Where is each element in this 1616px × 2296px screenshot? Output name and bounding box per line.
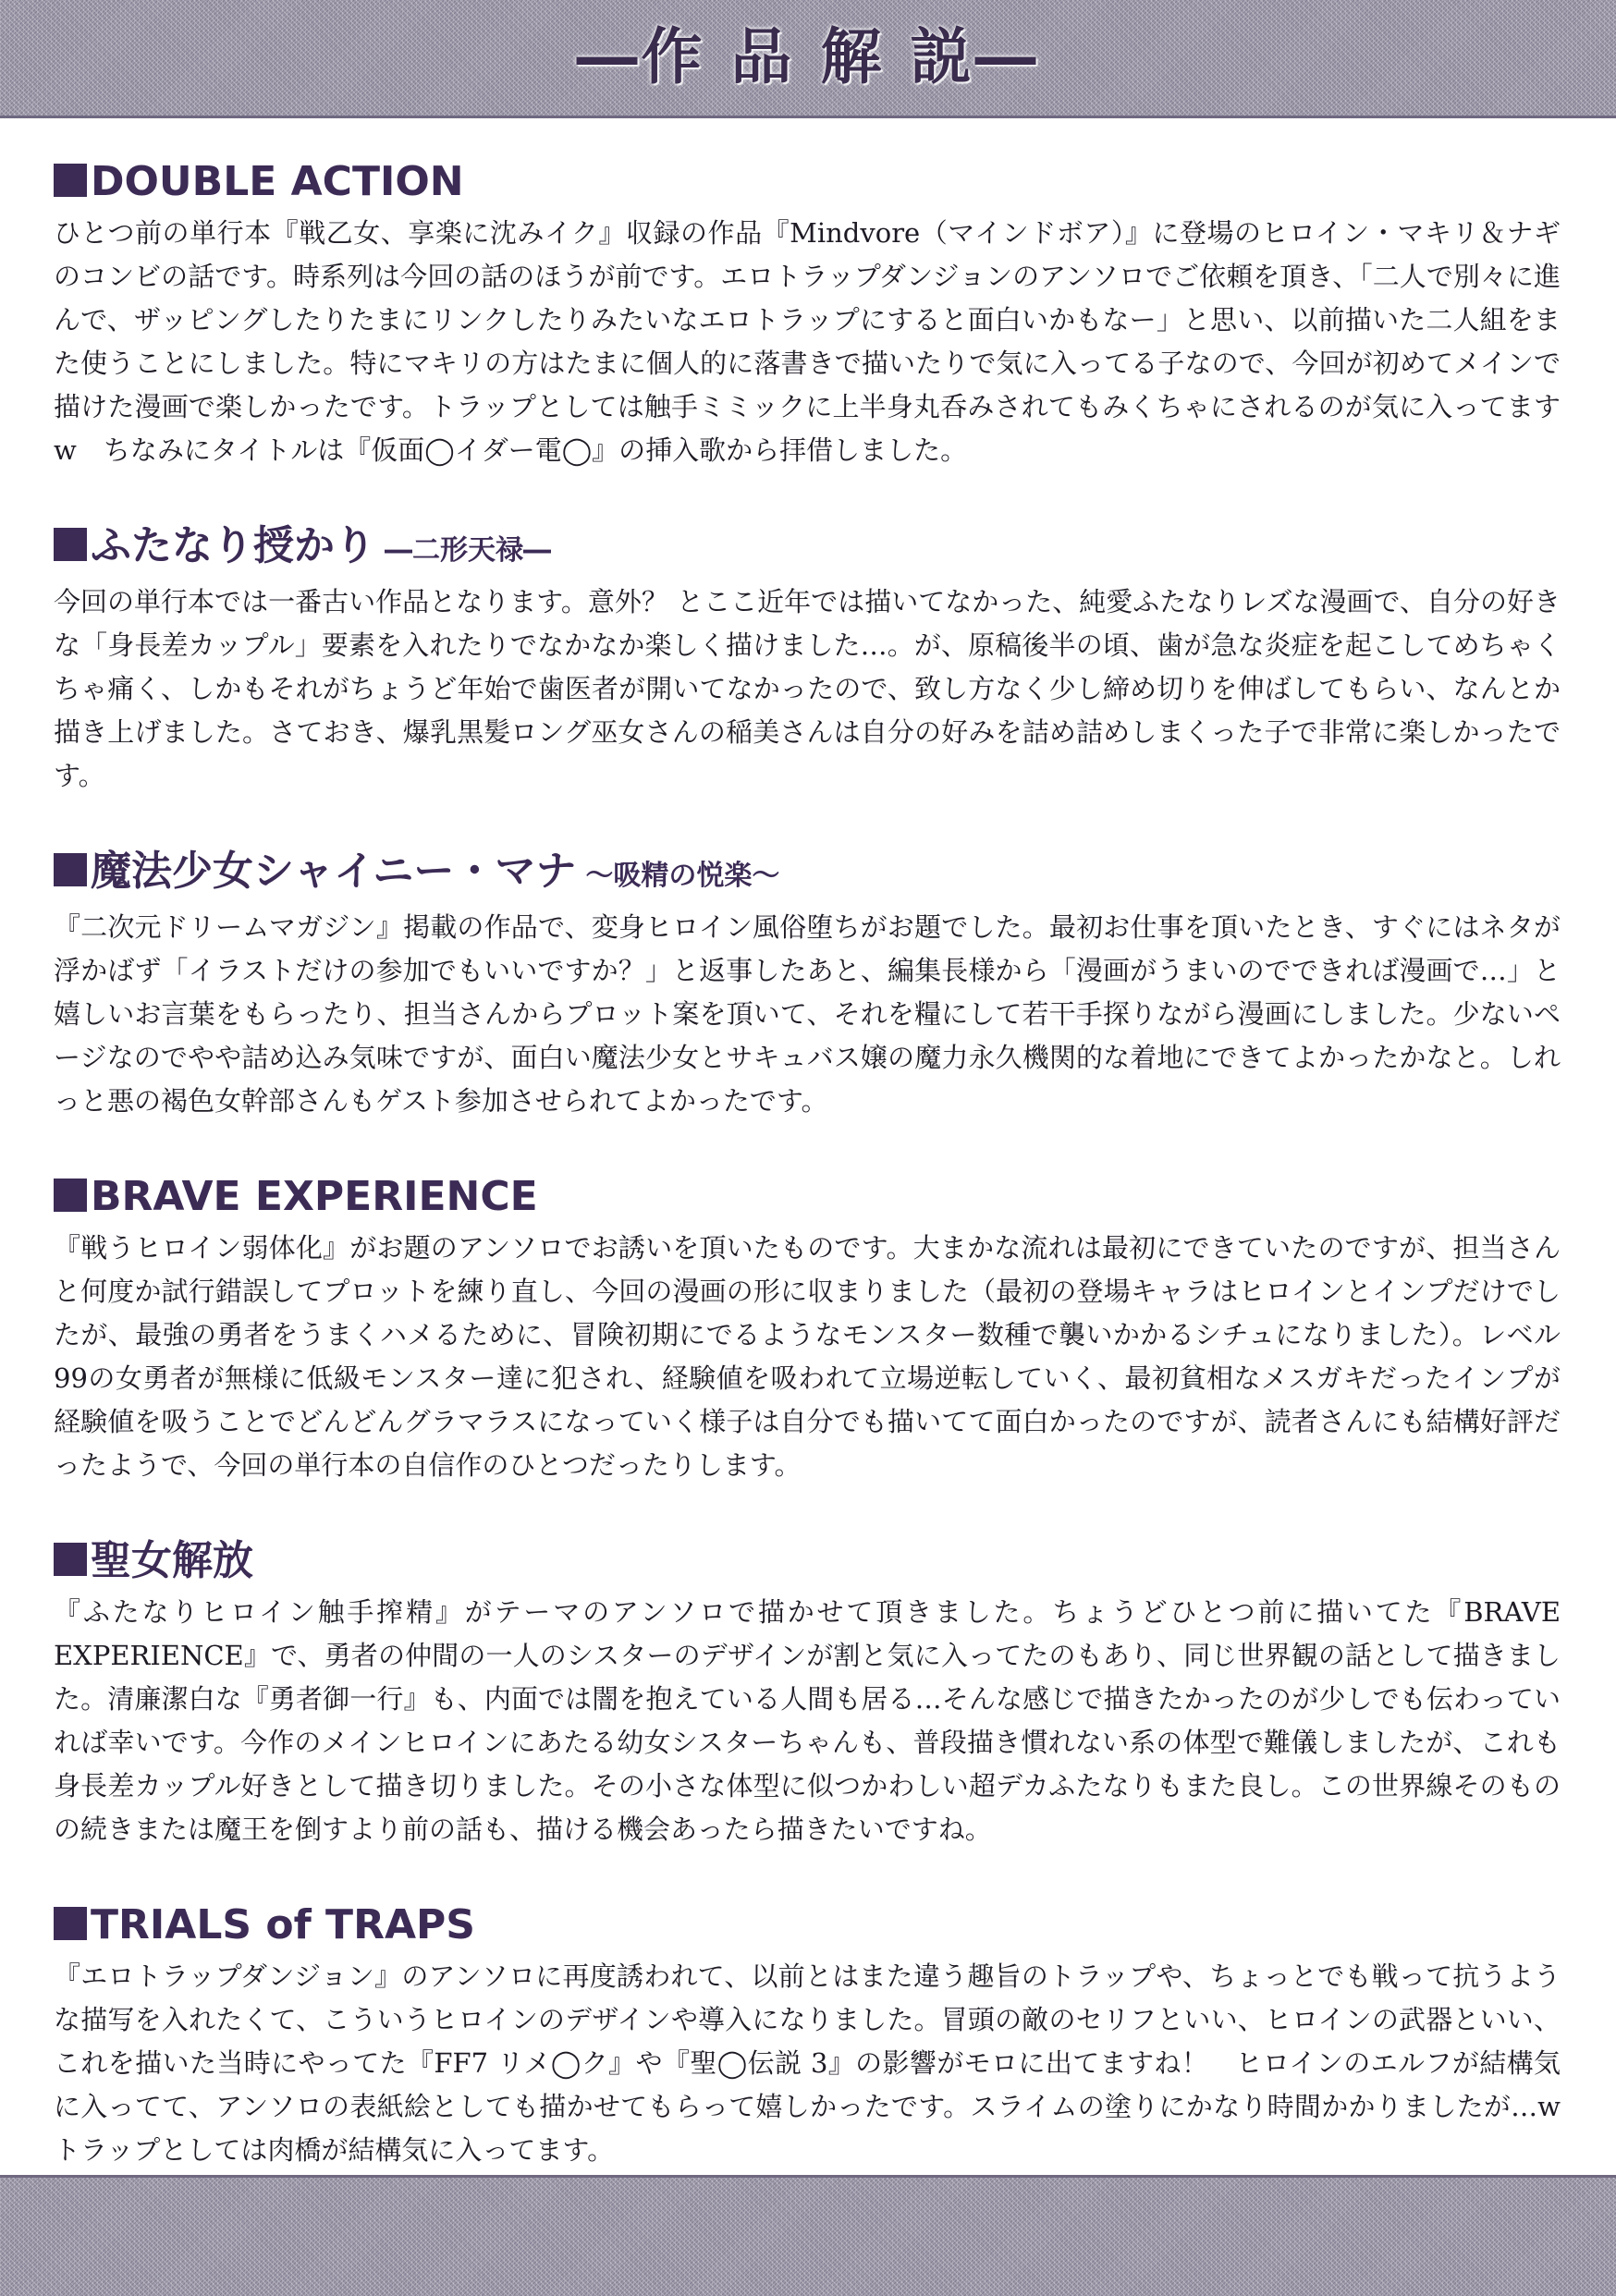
section-title: 魔法少女シャイニー・マナ — [91, 848, 577, 895]
section-body: 『二次元ドリームマガジン』掲載の作品で、変身ヒロイン風俗堕ちがお題でした。最初お仕事を頂いたとき、すぐにはネタが浮かばず「イラストだけの参加でもいいですか？」と返事したあと、編集長様から「漫画がうまいのでできれば漫画で…」と嬉しいお言葉をもらったり、担当さんからプロット案を頂いて、それを糧にして若干手探りながら漫画にしました。少ないページなのでやや詰め込み気味ですが、面白い魔法少女とサキュバス嬢の魔力永久機関的な着地にできてよかったかなと。しれっと悪の褐色女幹部さんもゲスト参加させられてよかったです。 — [54, 911, 1561, 1117]
square-bullet-icon — [54, 853, 87, 886]
section-heading — [54, 517, 1561, 580]
section-heading — [54, 153, 1561, 212]
section-seijo-kaihou — [54, 1532, 1561, 1851]
section-brave-experience — [54, 1167, 1561, 1487]
section-body: 『ふたなりヒロイン触手搾精』がテーマのアンソロで描かせて頂きました。ちょうどひとつ前に描いてた『BRAVE EXPERIENCE』で、勇者の仲間の一人のシスターのデザインが割と気に入ってたのもあり、同じ世界観の話として描きました。清廉潔白な『勇者御一行』も、内面では闇を抱えている人間も居る…そんな感じで描きたかったのが少しでも伝わっていれば幸いです。今作のメインヒロインにあたる幼女シスターちゃんも、普段描き慣れない系の体型で難儀しましたが、これも身長差カップル好きとして描き切りました。その小さな体型に似つかわしい超デカふたなりもまた良し。この世界線そのものの続きまたは魔王を倒すより前の話も、描ける機会あったら描きたいですね。 — [54, 1596, 1561, 1845]
section-futanari-sazukari — [54, 517, 1561, 798]
footer-band — [0, 2175, 1616, 2296]
section-heading — [54, 1896, 1561, 1955]
square-bullet-icon — [54, 1179, 87, 1212]
section-heading — [54, 842, 1561, 906]
page-title: ―作 品 解 説― — [576, 21, 1040, 92]
section-body: ひとつ前の単行本『戦乙女、享楽に沈みイク』収録の作品『Mindvore（マインドボア）』に登場のヒロイン・マキリ＆ナギのコンビの話です。時系列は今回の話のほうが前です。エロトラップダンジョンのアンソロでご依頼を頂き、「二人で別々に進んで、ザッピングしたりたまにリンクしたりみたいなエロトラップにすると面白いかもなー」と思い、以前描いた二人組をまた使うことにしました。特にマキリの方はたまに個人的に落書きで描いたりで気に入ってる子なので、今回が初めてメインで描けた漫画で楽しかったです。トラップとしては触手ミミックに上半身丸呑みされてもみくちゃにされるのが気に入ってますw ちなみにタイトルは『仮面◯イダー電◯』の挿入歌から拝借しました。 — [54, 217, 1561, 466]
commentary-content — [54, 153, 1588, 2217]
section-trials-of-traps — [54, 1896, 1588, 2172]
section-title: ふたなり授かり — [91, 522, 375, 569]
square-bullet-icon — [54, 1907, 87, 1940]
section-title: BRAVE EXPERIENCE — [91, 1173, 538, 1220]
header-band — [0, 0, 1616, 118]
section-heading — [54, 1532, 1561, 1591]
section-double-action — [54, 153, 1561, 472]
section-body: 『戦うヒロイン弱体化』がお題のアンソロでお誘いを頂いたものです。大まかな流れは最初にできていたのですが、担当さんと何度か試行錯誤してプロットを練り直し、今回の漫画の形に収まりました（最初の登場キャラはヒロインとインプだけでしたが、最強の勇者をうまくハメるために、冒険初期にでるようなモンスター数種で襲いかかるシチュになりました）。レベル99の女勇者が無様に低級モンスター達に犯され、経験値を吸われて立場逆転していく、最初貧相なメスガキだったインプが経験値を吸うことでどんどんグラマラスになっていく様子は自分でも描いてて面白かったのですが、読者さんにも結構好評だったようで、今回の単行本の自信作のひとつだったりします。 — [54, 1232, 1561, 1481]
section-shiny-mana — [54, 842, 1561, 1123]
section-heading — [54, 1167, 1561, 1227]
square-bullet-icon — [54, 164, 87, 197]
section-title: DOUBLE ACTION — [91, 158, 464, 205]
section-body: 『エロトラップダンジョン』のアンソロに再度誘われて、以前とはまた違う趣旨のトラップや、ちょっとでも戦って抗うような描写を入れたくて、こういうヒロインのデザインや導入になりました。冒頭の敵のセリフといい、ヒロインの武器といい、これを描いた当時にやってた『FF7 リメ◯ク』や『聖◯伝説 3』の影響がモロに出てますね！ ヒロインのエルフが結構気に入ってて、アンソロの表紙絵としても描かせてもらって嬉しかったです。スライムの塗りにかなり時間かかりましたが…w トラップとしては肉橋が結構気に入ってます。 — [54, 1960, 1588, 2166]
square-bullet-icon — [54, 528, 87, 561]
section-title: TRIALS of TRAPS — [91, 1901, 475, 1948]
section-title: 聖女解放 — [91, 1537, 253, 1584]
section-body: 今回の単行本では一番古い作品となります。意外？ とここ近年では描いてなかった、純愛ふたなりレズな漫画で、自分の好きな「身長差カップル」要素を入れたりでなかなか楽しく描けました…。が、原稿後半の頃、歯が急な炎症を起こしてめちゃくちゃ痛く、しかもそれがちょうど年始で歯医者が開いてなかったので、致し方なく少し締め切りを伸ばしてもらい、なんとか描き上げました。さておき、爆乳黒髪ロング巫女さんの稲美さんは自分の好みを詰め詰めしまくった子で非常に楽しかったです。 — [54, 586, 1561, 791]
section-subtitle: ―二形天禄― — [385, 534, 551, 567]
square-bullet-icon — [54, 1543, 87, 1576]
section-subtitle: ～吸精の悦楽～ — [585, 860, 780, 892]
